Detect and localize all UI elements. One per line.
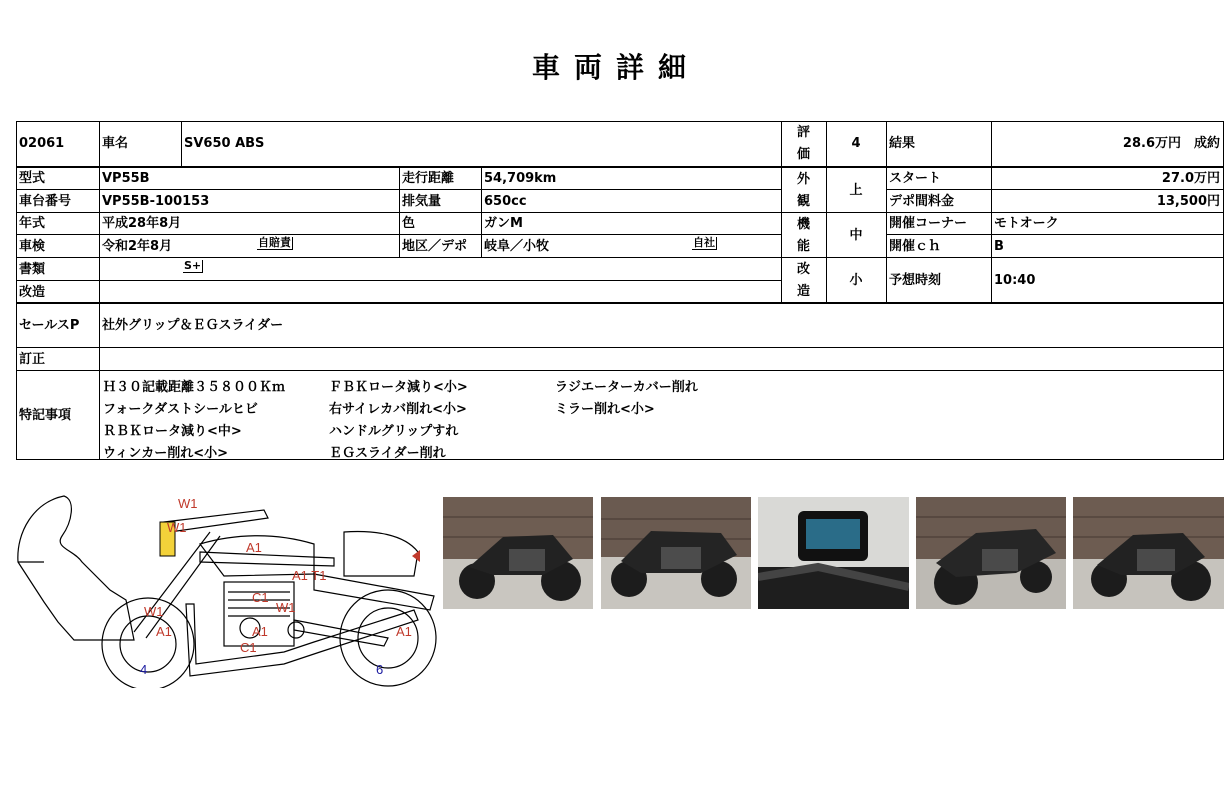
note-item: Ｈ３０記載距離３５８００Ｋｍ (103, 380, 286, 395)
row-divider (16, 370, 1224, 371)
damage-diagram (14, 492, 440, 688)
modification-grade: 小 (849, 273, 863, 288)
note-item: ウィンカー削れ<小> (103, 446, 229, 461)
model-label: 型式 (19, 171, 46, 186)
damage-mark: W1 (144, 604, 164, 619)
damage-mark: W1 (178, 496, 198, 511)
front-tire-grade: 4 (140, 662, 148, 677)
model-value: VP55B (102, 171, 150, 186)
photo-rear-right[interactable] (916, 497, 1066, 609)
year-label: 年式 (19, 216, 46, 231)
rating-label: 評 価 (796, 124, 810, 163)
col-divider (826, 121, 827, 302)
color-label: 色 (402, 216, 416, 231)
note-item: ＲＢＫロータ減り<中> (103, 424, 242, 439)
row-divider (16, 347, 1224, 348)
col-divider (181, 121, 182, 166)
row-divider (16, 280, 781, 281)
col-divider (99, 121, 100, 460)
damage-mark: A1 (252, 624, 268, 639)
rear-tire-grade: 6 (376, 662, 384, 677)
channel-value: B (994, 238, 1004, 254)
depot-fee-label: デポ間料金 (889, 193, 955, 209)
lot-number: 02061 (19, 136, 65, 151)
channel-label: 開催ｃｈ (889, 238, 942, 254)
col-divider (886, 121, 887, 302)
frame-label: 車台番号 (19, 193, 72, 209)
name-value: SV650 ABS (184, 136, 265, 151)
photo-image (1073, 497, 1224, 609)
photo-image (601, 497, 751, 609)
name-label: 車名 (102, 136, 129, 151)
documents-stamp: S+ (184, 259, 202, 272)
start-label: スタート (889, 171, 942, 186)
modification-grade-label: 改 造 (796, 261, 810, 300)
sales-point-label: セールスP (19, 317, 80, 333)
note-item: ハンドルグリップすれ (329, 424, 459, 439)
row-divider (16, 257, 1224, 258)
year-value: 平成28年8月 (102, 216, 182, 231)
photo-left-side[interactable] (443, 497, 593, 609)
row-divider (16, 166, 1224, 168)
time-label: 予想時刻 (889, 273, 942, 288)
displacement-label: 排気量 (402, 193, 442, 209)
damage-mark: C1 (240, 640, 257, 655)
inspection-value: 令和2年8月 (102, 238, 173, 254)
time-value: 10:40 (994, 273, 1036, 288)
row-divider (886, 234, 1224, 235)
region-label: 地区／デポ (402, 238, 468, 254)
note-item: ミラー削れ<小> (555, 402, 655, 417)
exterior-grade: 上 (849, 182, 863, 198)
row-divider (886, 189, 1224, 190)
photo-image (916, 497, 1066, 609)
note-item: 右サイレカバ削れ<小> (329, 402, 467, 417)
note-item: ＦＢＫロータ減り<小> (329, 380, 468, 395)
damage-mark: C1 (252, 590, 269, 605)
vehicle-detail-table (16, 121, 1224, 460)
damage-mark: A1 (396, 624, 412, 639)
row-divider (16, 212, 1224, 213)
exterior-label: 外 観 (796, 171, 810, 209)
displacement-value: 650cc (484, 193, 527, 209)
result-label: 結果 (889, 136, 916, 151)
inspection-label: 車検 (19, 238, 46, 254)
photo-image (758, 497, 909, 609)
frame-value: VP55B-100153 (102, 193, 210, 209)
mileage-value: 54,709km (484, 171, 557, 186)
mileage-label: 走行距離 (402, 171, 455, 186)
col-divider (991, 121, 992, 302)
damage-mark: A1 T1 (292, 568, 327, 583)
depot-fee-value: 13,500円 (1156, 193, 1220, 209)
rating-value: 4 (851, 136, 861, 151)
col-divider (781, 121, 782, 302)
company-stamp: 自社 (693, 236, 715, 249)
note-item: ラジエーターカバー削れ (555, 380, 698, 395)
photo-right-side[interactable] (1073, 497, 1224, 609)
photo-dashboard[interactable] (758, 497, 909, 609)
row-divider (16, 302, 1224, 304)
col-divider (481, 166, 482, 257)
damage-mark: W1 (276, 600, 296, 615)
page-title: 車両詳細 (531, 51, 700, 84)
photo-image (443, 497, 593, 609)
special-notes-label: 特記事項 (19, 408, 72, 423)
corner-value: モトオーク (994, 216, 1059, 231)
insurance-stamp: 自賠責 (258, 236, 291, 249)
damage-mark: A1 (156, 624, 172, 639)
table-border (16, 121, 1224, 460)
col-divider (399, 166, 400, 257)
region-value: 岐阜／小牧 (484, 238, 550, 254)
corner-label: 開催コーナー (889, 216, 968, 231)
color-value: ガンM (484, 216, 523, 231)
damage-mark: A1 (246, 540, 262, 555)
modification-label: 改造 (19, 284, 46, 300)
note-item: ＥＧスライダー削れ (329, 446, 446, 461)
start-value: 27.0万円 (1161, 171, 1220, 186)
function-grade: 中 (849, 227, 863, 243)
sales-point-value: 社外グリップ＆ＥＧスライダー (102, 317, 284, 333)
function-label: 機 能 (796, 216, 810, 254)
result-value: 28.6万円 成約 (1122, 136, 1220, 151)
photo-front-left[interactable] (601, 497, 751, 609)
damage-mark: W1 (167, 520, 187, 535)
correction-label: 訂正 (19, 351, 46, 367)
documents-label: 書類 (19, 261, 46, 277)
note-item: フォークダストシールヒビ (103, 402, 258, 417)
